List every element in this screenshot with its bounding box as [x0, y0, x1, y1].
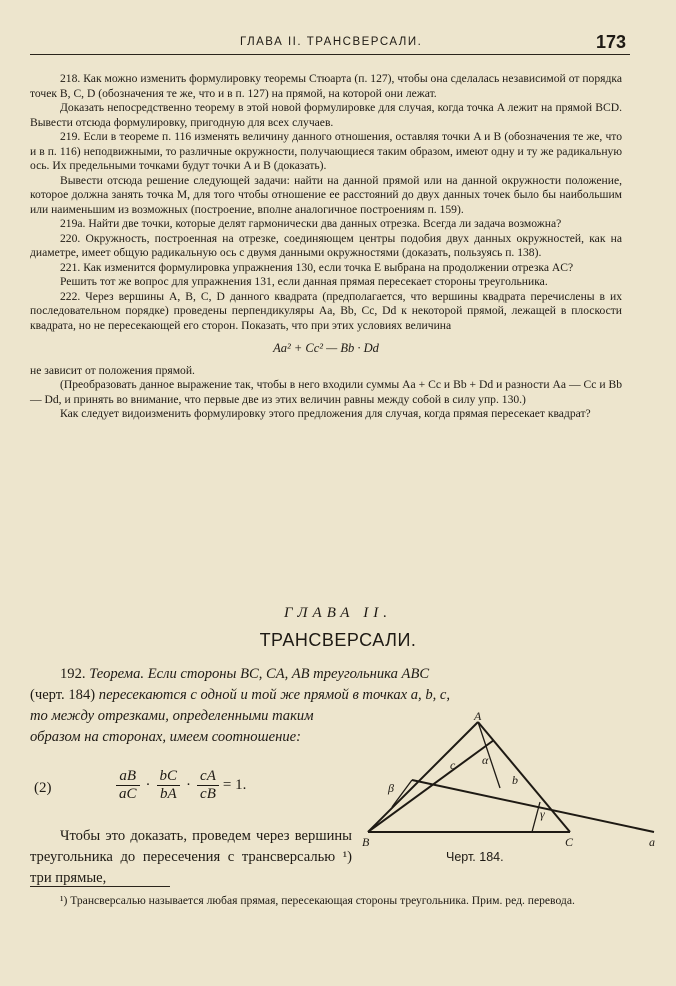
- denominator: cB: [200, 786, 216, 802]
- denominator: aC: [119, 786, 137, 802]
- figure-184: [362, 712, 662, 862]
- chapter-title: ТРАНСВЕРСАЛИ.: [259, 630, 417, 650]
- multiply-dot: ·: [186, 777, 192, 793]
- formula-222: Aa² + Cc² — Bb · Dd: [273, 341, 379, 355]
- theorem-text-3: то между отрезками, определенными таким образом на сторонах, имеем соотношение:: [30, 708, 314, 745]
- label-b: b: [512, 773, 518, 787]
- line-from-b: [368, 740, 494, 832]
- label-gamma: γ: [540, 807, 545, 821]
- fraction-3: [197, 768, 219, 803]
- theorem-text-1: Если стороны BC, CA, AB треугольника ABC: [147, 666, 430, 682]
- running-head: ГЛАВА II. ТРАНСВЕРСАЛИ.: [240, 36, 423, 48]
- theorem-line-1: [30, 664, 626, 685]
- chapter-label: ГЛАВА II.: [284, 605, 392, 621]
- footnote-rule: [30, 886, 170, 887]
- numerator: aB: [116, 768, 140, 786]
- label-alpha: α: [482, 753, 489, 767]
- equation-rhs: = 1.: [222, 777, 247, 793]
- denominator: bA: [159, 786, 177, 802]
- exercise-paragraph: 222. Через вершины A, B, C, D данного квадрата (предполагается, что вершины квадрата перечислены в их последовательном порядке) проведены перпендикуляры Aa, Bb, Cc, Dd к некоторой прямой, лежащей в плоскости квадрата, но не пересекающей его сторон. Показать, что при этих условиях величина: [30, 289, 622, 332]
- side-ca: [478, 722, 570, 832]
- label-C: C: [565, 835, 574, 849]
- exercise-paragraph: 219. Если в теореме п. 116 изменять величину данного отношения, оставляя точки A и B (обозначения те же, что и в п. 116) неподвижными, то различные окружности, получающиеся таким образом, имеют одну и ту же радикальную ось. Их предельными точками будут точки A и B (доказать).: [30, 130, 622, 172]
- figure-caption: Черт. 184.: [446, 850, 504, 864]
- proof-text: Чтобы это доказать, проведем через вершины треугольника до пересечения с трансверсалью ¹) три прямые,: [30, 828, 352, 886]
- multiply-dot: ·: [145, 777, 151, 793]
- equation-number: (2): [34, 780, 52, 796]
- theorem-line-2: [30, 685, 626, 706]
- theorem-text-2: пересекаются с одной и той же прямой в точках a, b, c,: [98, 687, 451, 703]
- page-header: [30, 32, 630, 56]
- label-B: B: [362, 835, 370, 849]
- exercise-paragraph: Как следует видоизменить формулировку этого предложения для случая, когда прямая пересекает квадрат?: [60, 407, 591, 420]
- equation: [112, 768, 246, 803]
- exercise-paragraph: не зависит от положения прямой.: [30, 363, 195, 377]
- header-rule: [30, 54, 630, 55]
- numerator: bC: [157, 768, 181, 786]
- exercise-paragraph: Доказать непосредственно теорему в этой новой формулировке для случая, когда точка A лежит на прямой BCD. Вывести отсюда формулировку, пригодную для всех случаев.: [30, 101, 622, 129]
- exercise-paragraph: 218. Как можно изменить формулировку теоремы Стюарта (п. 127), чтобы она сделалась независимой от порядка точек B, C, D (обозначения те же, что и в п. 127) на прямой, на которой они лежат.: [30, 72, 622, 100]
- fraction-2: [157, 768, 181, 803]
- theorem-number: 192.: [60, 666, 86, 682]
- exercise-paragraph: 220. Окружность, построенная на отрезке, соединяющем центры подобия двух данных окружностей, как на диаметре, имеет общую радикальную ось с двумя данными окружностями (доказать, пользуясь п. 138).: [30, 231, 622, 259]
- page-number: 173: [595, 32, 626, 52]
- theorem-figure-ref: (черт. 184): [30, 687, 96, 703]
- side-ab: [368, 722, 478, 832]
- footnote: ¹) Трансверсалью называется любая прямая, пересекающая стороны треугольника. Прим. ред. перевода.: [60, 894, 575, 907]
- numerator: cA: [197, 768, 219, 786]
- label-a: a: [649, 835, 655, 849]
- exercises-block: [30, 72, 622, 422]
- theorem-word: Теорема.: [89, 666, 145, 682]
- exercise-paragraph: 221. Как изменится формулировка упражнения 130, если точка E выбрана на продолжении отрезка AC?: [60, 260, 574, 274]
- exercise-paragraph: (Преобразовать данное выражение так, чтобы в него входили суммы Aa + Cc и Bb + Dd и разности Aa — Cc и Bb — Dd, и принять во внимание, что первые две из этих величин равны между собой в силу упр. 130.): [30, 378, 622, 406]
- exercise-paragraph: Вывести отсюда решение следующей задачи: найти на данной прямой или на данной окружности положение, которое должна занять точка M, для того чтобы отношение ее расстояний до двух данных точек было бы наибольшим или наименьшим из возможных (построение, вполне аналогичное построениям п. 159).: [30, 173, 622, 216]
- exercise-paragraph: 219a. Найти две точки, которые делят гармонически два данных отрезка. Всегда ли задача возможна?: [60, 217, 562, 230]
- fraction-1: [116, 768, 140, 803]
- label-A: A: [474, 712, 482, 723]
- label-c: c: [450, 758, 456, 772]
- exercise-paragraph: Решить тот же вопрос для упражнения 131, если данная прямая пересекает стороны треугольника.: [60, 275, 548, 288]
- label-beta: β: [388, 781, 394, 795]
